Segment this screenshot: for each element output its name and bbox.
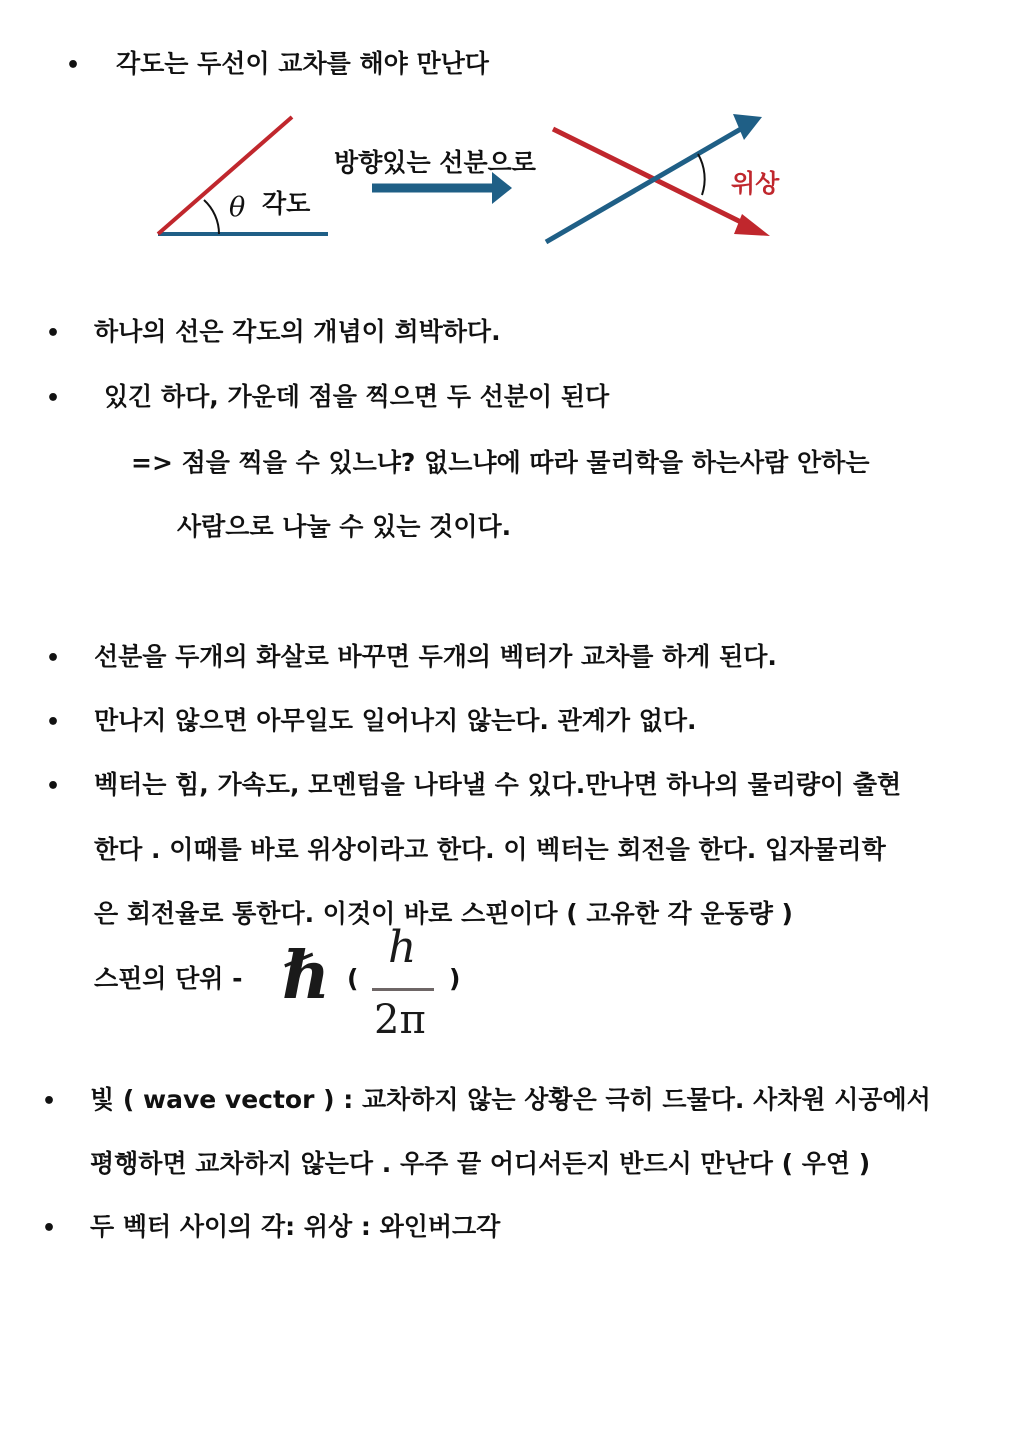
bullet: • — [46, 386, 61, 411]
line-angle-intersect: 각도는 두선이 교차를 해야 만난다 — [116, 49, 489, 78]
formula-close-paren: ) — [449, 964, 461, 993]
line-single-line: 하나의 선은 각도의 개념이 희박하다. — [94, 317, 501, 346]
line-arrows-vectors: 선분을 두개의 화살로 바꾸면 두개의 벡터가 교차를 하게 된다. — [94, 642, 777, 671]
line-implication-2: 사람으로 나눌 수 있는 것이다. — [177, 512, 512, 541]
line-no-meeting: 만나지 않으면 아무일도 일어나지 않는다. 관계가 없다. — [94, 706, 697, 735]
arrow-label: 방향있는 선분으로 — [334, 148, 536, 177]
bullet: • — [66, 53, 81, 78]
line-wave-vector-1: 빛 ( wave vector ) : 교차하지 않는 상황은 극히 드물다. 사차원 시공에서 — [90, 1085, 931, 1114]
phase-arc — [698, 154, 705, 195]
bullet: • — [46, 321, 61, 346]
bullet: • — [46, 774, 61, 799]
blue-vector — [546, 126, 746, 242]
angle-label: 각도 — [262, 189, 311, 218]
red-vector-head — [734, 214, 770, 236]
blue-vector-head — [733, 114, 762, 140]
hbar-symbol: ℏ — [282, 936, 330, 1014]
formula-open-paren: ( — [347, 964, 359, 993]
fraction-bar — [372, 988, 434, 991]
line-spin-unit: 스핀의 단위 - — [94, 964, 243, 993]
line-vector-phase-1: 벡터는 힘, 가속도, 모멘텀을 나타낼 수 있다.만나면 하나의 물리량이 출현 — [94, 770, 902, 799]
formula-denominator: 2π — [374, 997, 426, 1043]
phase-label: 위상 — [731, 169, 780, 198]
line-vector-phase-3: 은 회전율로 통한다. 이것이 바로 스핀이다 ( 고유한 각 운동량 ) — [94, 899, 793, 928]
bullet: • — [42, 1089, 57, 1114]
line-wave-vector-2: 평행하면 교차하지 않는다 . 우주 끝 어디서든지 반드시 만난다 ( 우연 ) — [90, 1149, 871, 1178]
bullet: • — [46, 646, 61, 671]
line-dot-segments: 있긴 하다, 가운데 점을 찍으면 두 선분이 된다 — [104, 382, 610, 411]
line-vector-phase-2: 한다 . 이때를 바로 위상이라고 한다. 이 벡터는 회전을 한다. 입자물리학 — [94, 835, 886, 864]
formula-numerator: h — [388, 922, 417, 973]
line-weinberg-angle: 두 벡터 사이의 각: 위상 : 와인버그각 — [90, 1212, 501, 1241]
bullet: • — [46, 710, 61, 735]
bullet: • — [42, 1216, 57, 1241]
angle-arc — [204, 200, 219, 234]
line-implication-1: => 점을 찍을 수 있느냐? 없느냐에 따라 물리학을 하는사람 안하는 — [131, 448, 870, 477]
theta-symbol: θ — [229, 192, 246, 223]
